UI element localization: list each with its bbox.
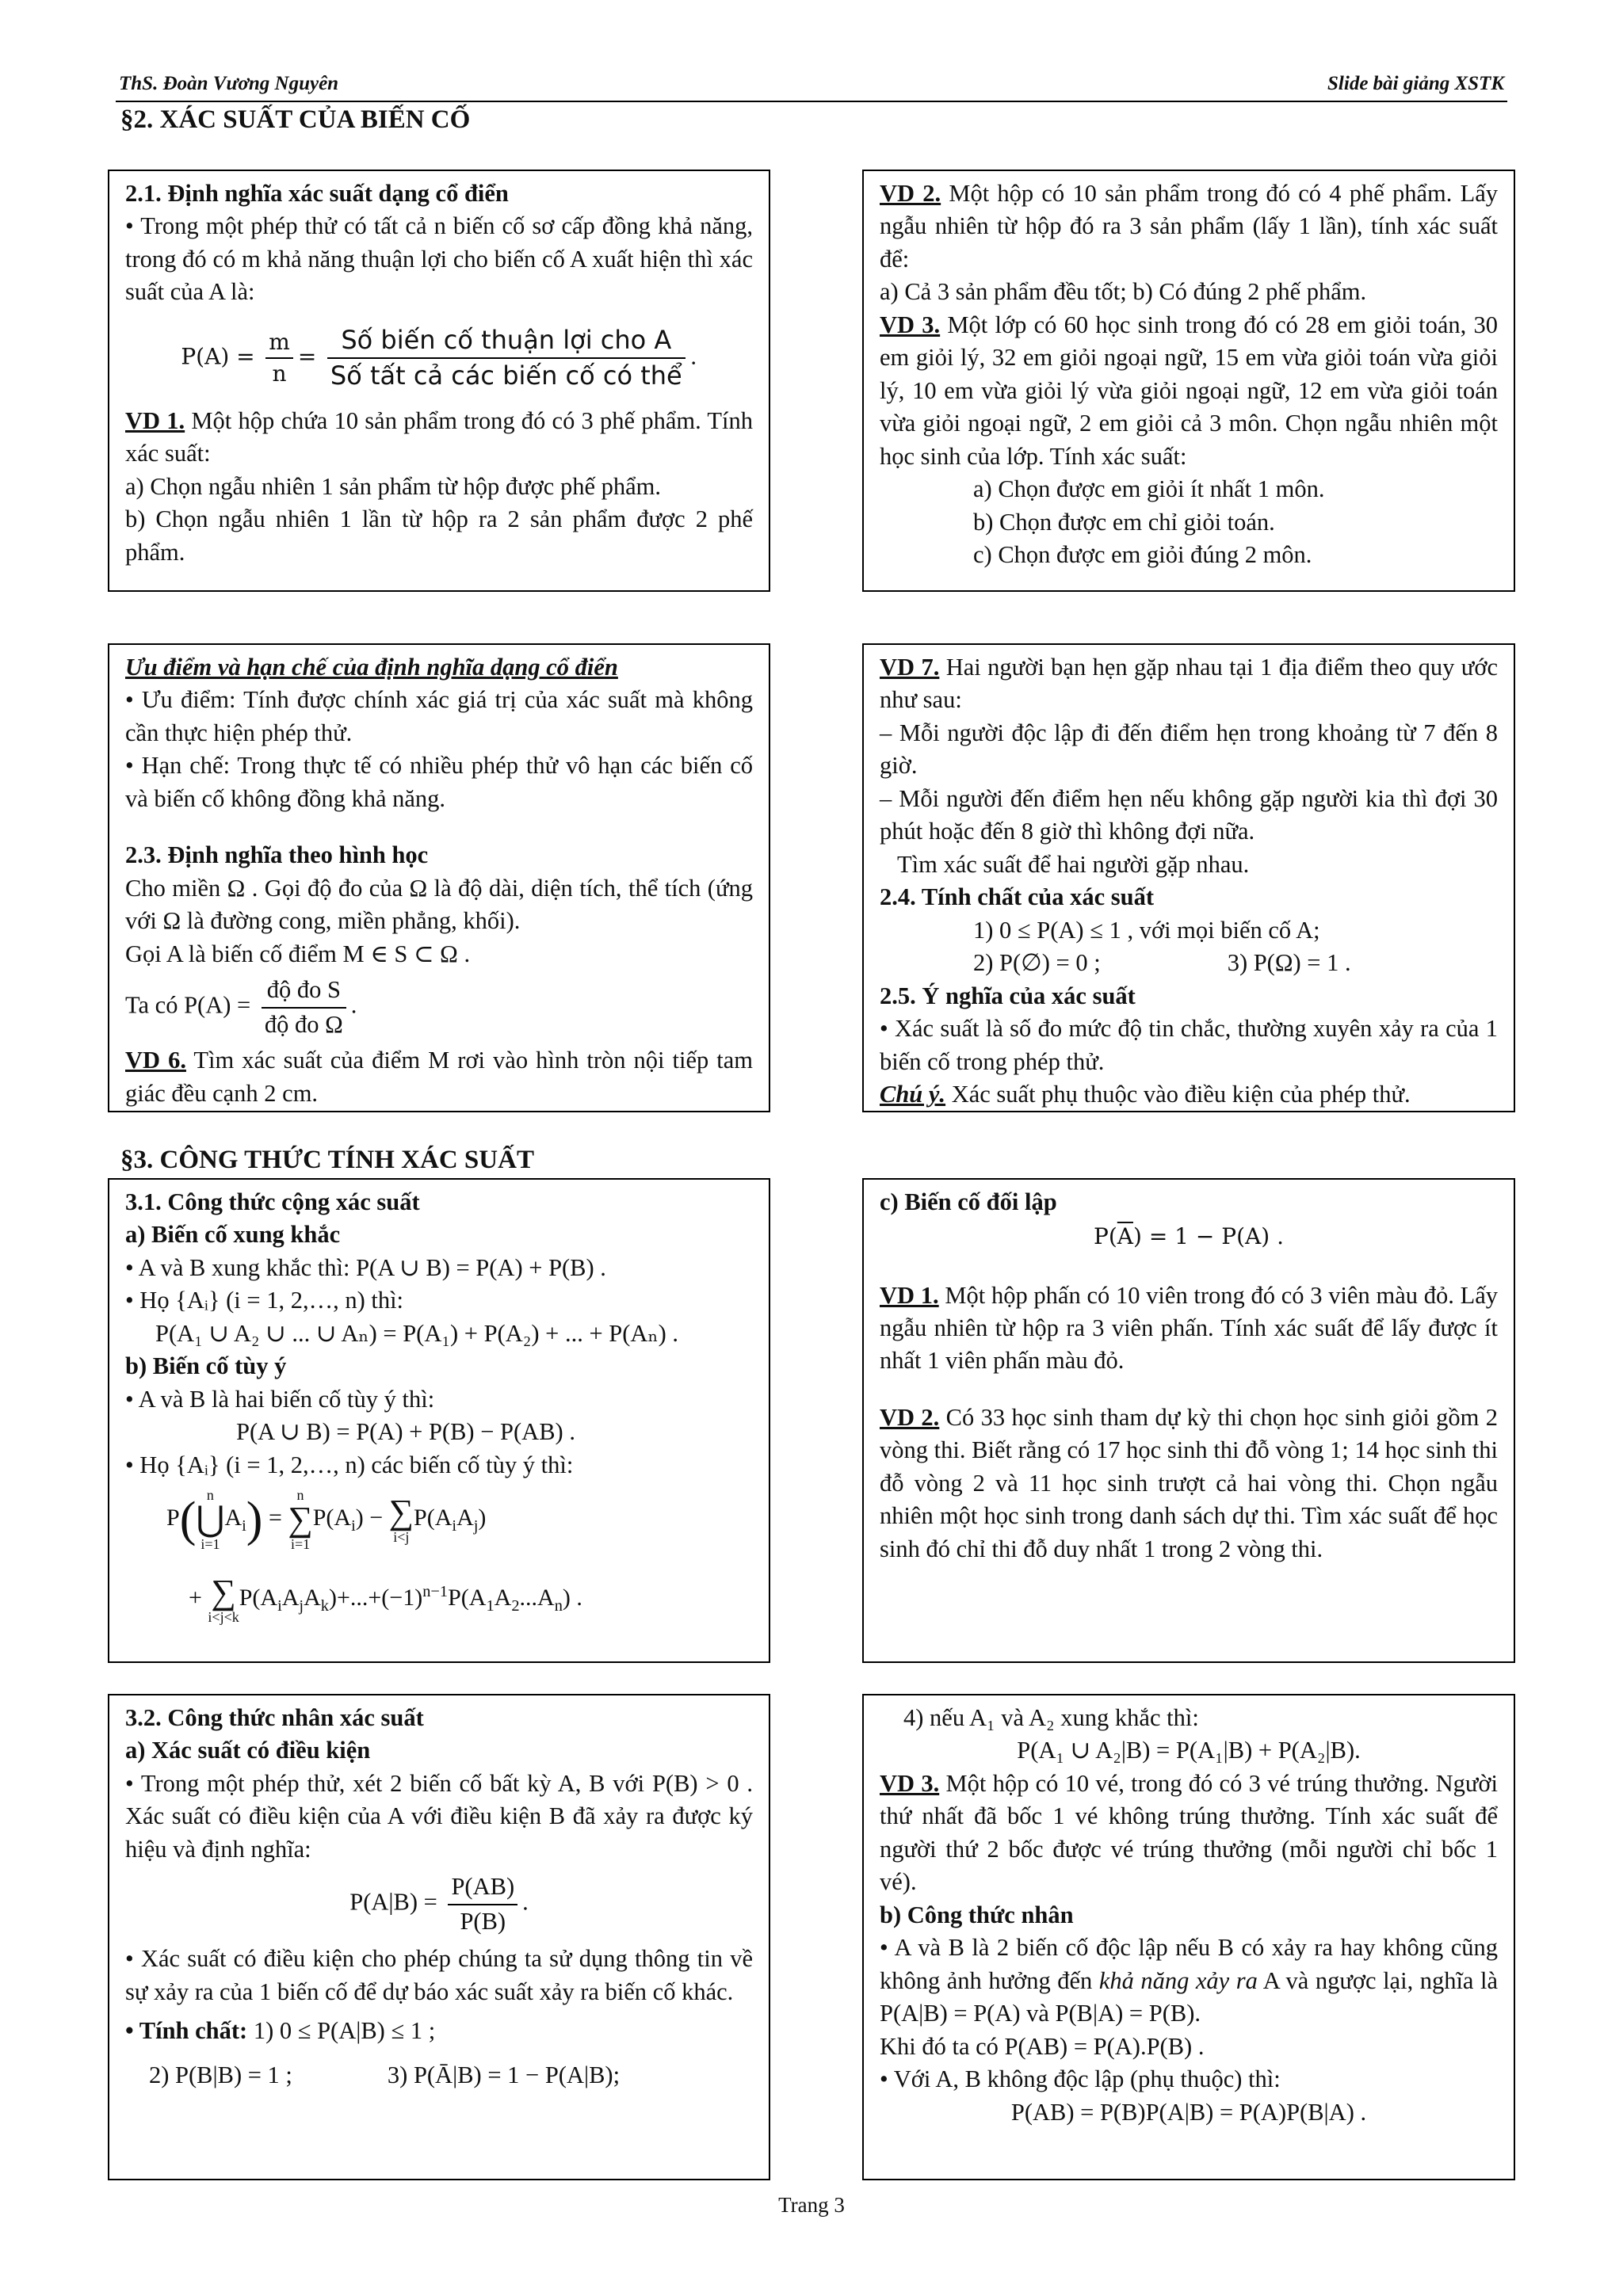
meaning-text: • Xác suất là số đo mức độ tin chắc, thường xuyên xảy ra của 1 biến cố trong phép thử. xyxy=(880,1015,1498,1075)
fraction-words-num: Số biến cố thuận lợi cho A xyxy=(327,323,685,360)
mutually-exclusive-1: • A và B xung khắc thì: P(A ∪ B) = P(A) + P(B) . xyxy=(125,1253,606,1281)
property-4-formula: P(A₁ ∪ A₂|B) = P(A₁|B) + P(A₂|B). xyxy=(1017,1737,1361,1764)
box-addition-formula xyxy=(108,1178,770,1663)
vd1-text: Một hộp chứa 10 sản phẩm trong đó có 3 phế phẩm. Tính xác suất: xyxy=(125,406,753,467)
pros-text: • Ưu điểm: Tính được chính xác giá trị của xác suất mà không cần thực hiện phép thử. xyxy=(125,686,753,746)
header-author: ThS. Đoàn Vương Nguyên xyxy=(119,73,339,94)
vd7-rule-1: – Mỗi người độc lập đi đến điểm hẹn trong khoảng từ 7 đến 8 giờ. xyxy=(880,719,1498,780)
property-1: 1) 0 ≤ P(A) ≤ 1 , với mọi biến cố A; xyxy=(973,916,1320,944)
vd3-b: b) Chọn được em chỉ giỏi toán. xyxy=(973,508,1275,536)
conditional-fraction xyxy=(448,1871,517,1938)
property-2: 2) P(∅) = 0 ; xyxy=(973,949,1101,977)
box-pros-cons-geometric xyxy=(108,643,770,1112)
conditional-properties-label: • Tính chất: xyxy=(125,2017,248,2045)
vd2-label: VD 2. xyxy=(880,180,941,207)
geometric-formula: Ta có P(A) = $\frac{\text{độ đo S}}{\text{độ đo Ω}}$ . xyxy=(125,974,753,1041)
heading-addition: 3.1. Công thức cộng xác suất xyxy=(125,1188,420,1215)
page-number: Trang 3 xyxy=(778,2193,845,2217)
geometric-fraction-den: độ đo Ω xyxy=(264,1010,343,1038)
vd1-label: VD 1. xyxy=(125,406,185,434)
heading-complement: c) Biến cố đối lập xyxy=(880,1188,1057,1215)
independence-text-italic: khả năng xảy ra xyxy=(1098,1966,1258,1994)
property-3: 3) P(Ω) = 1 . xyxy=(1227,949,1351,977)
classic-formula: P(A) = $\frac{m}{n}$ = $\frac{\text{Số biến cố thuận lợi cho A}}{\text{Số tất cả các biến cố có thể}}$ . xyxy=(125,323,753,394)
fraction-n: n xyxy=(272,360,287,387)
vd3-a: a) Chọn được em giỏi ít nhất 1 môn. xyxy=(973,475,1325,503)
vd1-a: a) Chọn ngẫu nhiên 1 sản phẩm từ hộp được phế phẩm. xyxy=(125,472,662,500)
conditional-formula: P(A|B) = $\frac{P(AB)}{P(B)}$ . xyxy=(125,1871,753,1938)
heading-product-rule: b) Công thức nhân xyxy=(880,1901,1074,1928)
independence-text-b: A và ngược lại, nghĩa là P(A|B) = P(A) và P(B|A) = P(B). xyxy=(880,1966,1499,2027)
complement-vd2-label: VD 2. xyxy=(880,1403,940,1431)
heading-multiplication: 3.2. Công thức nhân xác suất xyxy=(125,1704,424,1731)
vd2-ab: a) Cả 3 sản phẩm đều tốt; b) Có đúng 2 phế phẩm. xyxy=(880,278,1367,306)
vd7-rule-2: – Mỗi người đến điểm hẹn nếu không gặp người kia thì đợi 30 phút hoặc đến 8 giờ thì không đợi nữa. xyxy=(880,784,1498,845)
box-independence xyxy=(862,1694,1515,2180)
vd1-b: b) Chọn ngẫu nhiên 1 lần từ hộp ra 2 sản phẩm được 2 phế phẩm. xyxy=(125,505,753,566)
header-rule xyxy=(116,101,1507,102)
conditional-text-1: • Trong một phép thử, xét 2 biến cố bất kỳ A, B với P(B) > 0 . Xác suất có điều kiện của A với điều kiện B đã xảy ra được ký hiệu và định nghĩa: xyxy=(125,1769,753,1863)
fraction-words xyxy=(327,323,685,394)
geometric-fraction xyxy=(262,974,346,1041)
heading-classic-definition: 2.1. Định nghĩa xác suất dạng cổ điển xyxy=(125,180,509,207)
complement-vd2-text: Có 33 học sinh tham dự kỳ thi chọn học sinh giỏi gồm 2 vòng thi. Biết rằng có 17 học sinh thi đỗ vòng 1; 14 học sinh thi đỗ vòng 2 và 11 học sinh trượt cả hai vòng thi. Chọn ngẫu nhiên một học sinh trong danh sách dự thi. Tìm xác suất để học sinh đó chỉ thi đỗ duy nhất 1 trong 2 vòng thi. xyxy=(880,1403,1498,1562)
geometric-fraction-num: độ đo S xyxy=(262,974,346,1008)
vd3-text: Một lớp có 60 học sinh trong đó có 28 em giỏi toán, 30 em giỏi lý, 32 em giỏi ngoại ngữ, 15 em vừa giỏi toán vừa giỏi lý, 10 em vừa giỏi lý vừa giỏi ngoại ngữ, 12 em vừa giỏi toán vừa giỏi ngoại ngữ, 2 em giỏi cả 3 môn. Chọn ngẫu nhiên một học sinh của lớp. Tính xác suất: xyxy=(880,311,1498,470)
header-title: Slide bài giảng XSTK xyxy=(1327,73,1504,94)
heading-meaning: 2.5. Ý nghĩa của xác suất xyxy=(880,982,1136,1009)
mutually-exclusive-2: • Họ {Aᵢ} (i = 1, 2,…, n) thì: xyxy=(125,1287,404,1314)
heading-properties: 2.4. Tính chất của xác suất xyxy=(880,883,1154,911)
property-4: 4) nếu A₁ và A₂ xung khắc thì: xyxy=(903,1704,1199,1731)
conditional-property-2: 2) P(B|B) = 1 ; xyxy=(149,2061,292,2088)
section-2-title: §2. XÁC SUẤT CỦA BIẾN CỐ xyxy=(120,105,471,134)
complement-vd1-text: Một hộp phấn có 10 viên trong đó có 3 viên màu đỏ. Lấy ngẫu nhiên từ hộp ra 3 viên phấn. Tính xác suất để lấy được ít nhất 1 viên phấn màu đỏ. xyxy=(880,1281,1498,1375)
mutually-exclusive-3: P(A₁ ∪ A₂ ∪ ... ∪ Aₙ) = P(A₁) + P(A₂) + ... + P(Aₙ) . xyxy=(155,1319,679,1347)
formula-lhs: P(A) = xyxy=(181,343,255,370)
conditional-text-2: • Xác suất có điều kiện cho phép chúng ta sử dụng thông tin về sự xảy ra của 1 biến cố để dự báo xác suất xảy ra biến cố khác. xyxy=(125,1945,753,2005)
conditional-fraction-num: P(AB) xyxy=(448,1871,517,1905)
heading-conditional: a) Xác suất có điều kiện xyxy=(125,1737,371,1764)
fraction-m: m xyxy=(265,327,293,359)
fraction-words-den: Số tất cả các biến cố có thể xyxy=(330,360,682,391)
vd3-label: VD 3. xyxy=(880,311,941,338)
fraction-m-n xyxy=(265,327,293,389)
classic-definition-text: • Trong một phép thử có tất cả n biến cố sơ cấp đồng khả năng, trong đó có m khả năng thuận lợi cho biến cố A xuất hiện thì xác suất của A là: xyxy=(125,212,753,306)
arbitrary-1: • A và B là hai biến cố tùy ý thì: xyxy=(125,1385,435,1413)
box-multiplication xyxy=(108,1694,770,2180)
independence-product: Khi đó ta có P(AB) = P(A).P(B) . xyxy=(880,2032,1205,2060)
geometric-text-1: Cho miền Ω . Gọi độ đo của Ω là độ dài, diện tích, thể tích (ứng với Ω là đường cong, miền phẳng, khối). xyxy=(125,874,753,935)
indep-vd3-label: VD 3. xyxy=(880,1769,940,1797)
complement-formula: $P(\overline{A}) = 1 - P(A)$ . xyxy=(1094,1223,1284,1250)
inclusion-exclusion-formula: P( n ⋃ i=1 $A_i$) = n ∑ i=1 $P(A_i)$ − ∑ i<j $P(A_iA_j)$ + ∑ i<j<k $P(A_iA_jA_k)+...+(-1)^{n-1}P(A_1A_2...A_n)$ . xyxy=(166,1487,582,1626)
heading-geometric-definition: 2.3. Định nghĩa theo hình học xyxy=(125,841,429,869)
complement-vd1-label: VD 1. xyxy=(880,1281,939,1309)
box-classic-definition xyxy=(108,170,770,592)
arbitrary-3: • Họ {Aᵢ} (i = 1, 2,…, n) các biến cố tùy ý thì: xyxy=(125,1451,574,1478)
arbitrary-2: P(A ∪ B) = P(A) + P(B) − P(AB) . xyxy=(236,1418,575,1446)
vd6-label: VD 6. xyxy=(125,1047,186,1074)
dependent-formula: P(AB) = P(B)P(A|B) = P(A)P(B|A) . xyxy=(1010,2098,1367,2126)
vd7-text: Hai người bạn hẹn gặp nhau tại 1 địa điểm theo quy ước như sau: xyxy=(880,654,1498,714)
note-label: Chú ý. xyxy=(880,1081,946,1108)
vd7-question: Tìm xác suất để hai người gặp nhau. xyxy=(897,850,1250,878)
vd6-text: Tìm xác suất của điểm M rơi vào hình tròn nội tiếp tam giác đều cạnh 2 cm. xyxy=(125,1047,753,1107)
dependent-text: • Với A, B không độc lập (phụ thuộc) thì: xyxy=(880,2065,1281,2093)
vd3-c: c) Chọn được em giỏi đúng 2 môn. xyxy=(973,541,1312,569)
note-text: Xác suất phụ thuộc vào điều kiện của phép thử. xyxy=(945,1081,1411,1108)
cons-text: • Hạn chế: Trong thực tế có nhiều phép thử vô hạn các biến cố và biến cố không đồng khả năng. xyxy=(125,752,753,812)
conditional-property-3: 3) P(Ā|B) = 1 − P(A|B); xyxy=(387,2061,621,2088)
vd7-label: VD 7. xyxy=(880,654,940,681)
heading-pros-cons: Ưu điểm và hạn chế của định nghĩa dạng cổ điển xyxy=(125,654,618,681)
conditional-formula-lhs: P(A|B) = xyxy=(349,1888,437,1916)
heading-arbitrary: b) Biến cố tùy ý xyxy=(125,1352,287,1380)
section-3-title: §3. CÔNG THỨC TÍNH XÁC SUẤT xyxy=(120,1146,534,1174)
geometric-text-2: Gọi A là biến cố điểm M ∈ S ⊂ Ω . xyxy=(125,940,471,967)
indep-vd3-text: Một hộp có 10 vé, trong đó có 3 vé trúng thưởng. Người thứ nhất đã bốc 1 vé không trúng thưởng. Tính xác suất để người thứ 2 bốc được vé trúng thưởng (mỗi người chỉ bốc 1 vé). xyxy=(880,1769,1498,1896)
box-examples-2-3 xyxy=(862,170,1515,592)
box-complement xyxy=(862,1178,1515,1663)
box-vd7-properties xyxy=(862,643,1515,1112)
vd2-text: Một hộp có 10 sản phẩm trong đó có 4 phế phẩm. Lấy ngẫu nhiên từ hộp đó ra 3 sản phẩm (lấy 1 lần), tính xác suất để: xyxy=(880,180,1499,273)
independence-text-a: • A và B là 2 biến cố độc lập nếu B có xảy ra hay không cũng không ảnh hưởng đến xyxy=(880,1934,1498,1994)
conditional-property-1: 1) 0 ≤ P(A|B) ≤ 1 ; xyxy=(247,2017,436,2045)
conditional-fraction-den: P(B) xyxy=(460,1907,506,1935)
heading-mutually-exclusive: a) Biến cố xung khắc xyxy=(125,1221,341,1249)
geometric-formula-lhs: Ta có P(A) = xyxy=(125,991,251,1019)
